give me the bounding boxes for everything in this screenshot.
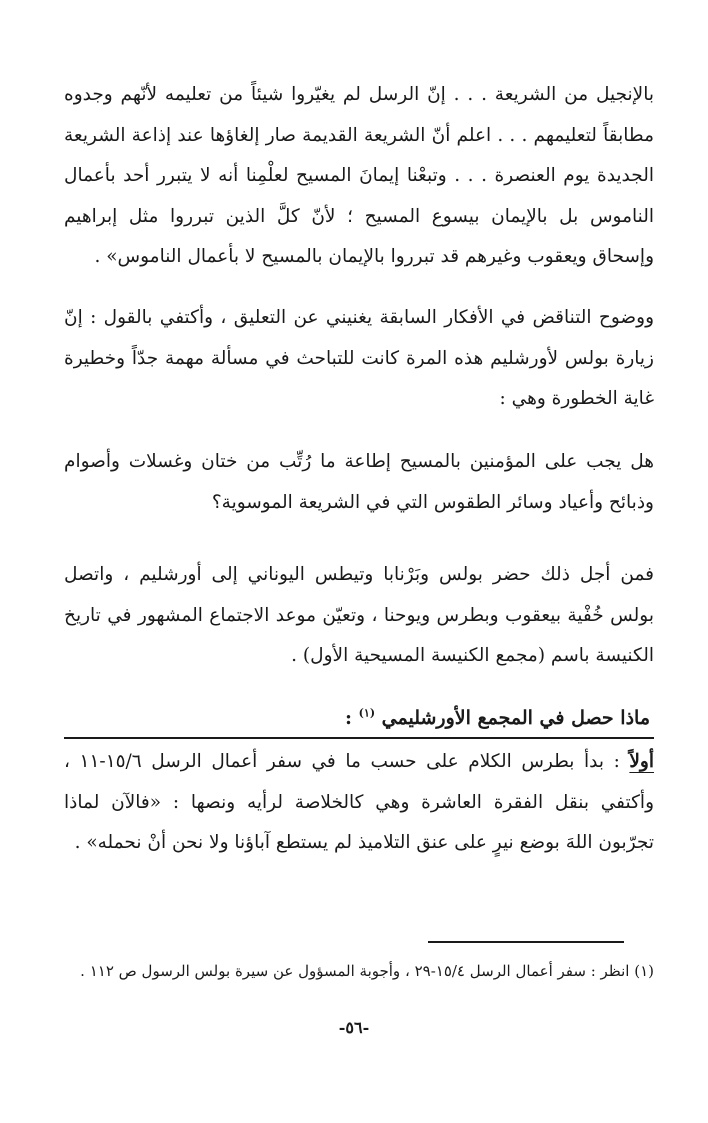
paragraph-5	[64, 742, 654, 864]
section-heading-text: ماذا حصل في المجمع الأورشليمي	[381, 707, 650, 729]
footnote: (١) انظر : سفر أعمال الرسل ١٥/٤-٢٩ ، وأجوبة المسؤول عن سيرة بولس الرسول ص ١١٢ .	[80, 962, 654, 980]
paragraph-lead-word: أولاً	[629, 751, 654, 772]
page-number: -٥٦-	[338, 1018, 370, 1037]
paragraph-4: فمن أجل ذلك حضر بولس وبَرْنابا وتيطس اليوناني إلى أورشليم ، واتصل بولس خُفْية بيعقوب وبطرس ويوحنا ، وتعيّن موعد الاجتماع المشهور في تاريخ الكنيسة باسم (مجمع الكنيسة المسيحية الأول) .	[64, 564, 654, 666]
paragraph-3: هل يجب على المؤمنين بالمسيح إطاعة ما رُتِّب من ختان وغسلات وأصوام وذبائح وأعياد وسائر الطقوس التي في الشريعة الموسوية؟	[64, 451, 654, 513]
section-heading-colon: :	[345, 707, 353, 729]
paragraph-5-text: : بدأ بطرس الكلام على حسب ما في سفر أعمال الرسل ١٥/٦-١١ ، وأكتفي بنقل الفقرة العاشرة وهي كالخلاصة لرأيه ونصها : «فالآن لماذا تجرّبون اللهَ بوضع نيرٍ على عنق التلاميذ لم يستطع آباؤنا ولا نحن أنْ نحمله» .	[64, 751, 654, 853]
paragraph-2: ووضوح التناقض في الأفكار السابقة يغنيني عن التعليق ، وأكتفي بالقول : إنّ زيارة بولس لأورشليم هذه المرة كانت للتباحث في مسألة مهمة جدّاً وخطيرة غاية الخطورة وهي :	[64, 307, 654, 409]
section-heading	[345, 700, 650, 736]
paragraph-1: بالإنجيل من الشريعة . . . إنّ الرسل لم يغيّروا شيئاً من تعليمه لأنّهم وجدوه مطابقاً لتعليمهم . . . اعلم أنّ الشريعة القديمة صار إلغاؤها عند إذاعة الشريعة الجديدة يوم العنصرة . . . وتبعْنا إيمانَ المسيح لعلْمِنا أنه لا يتبرر أحد بأعمال الناموس بل بالإيمان بيسوع المسيح ؛ لأنّ كلَّ الذين تبرروا مثل إبراهيم وإسحاق ويعقوب وغيرهم قد تبرروا بالإيمان بالمسيح لا بأعمال الناموس» .	[64, 84, 654, 267]
heading-divider	[64, 737, 654, 739]
footnote-divider	[428, 941, 624, 943]
footnote-reference: (١)	[358, 706, 376, 720]
